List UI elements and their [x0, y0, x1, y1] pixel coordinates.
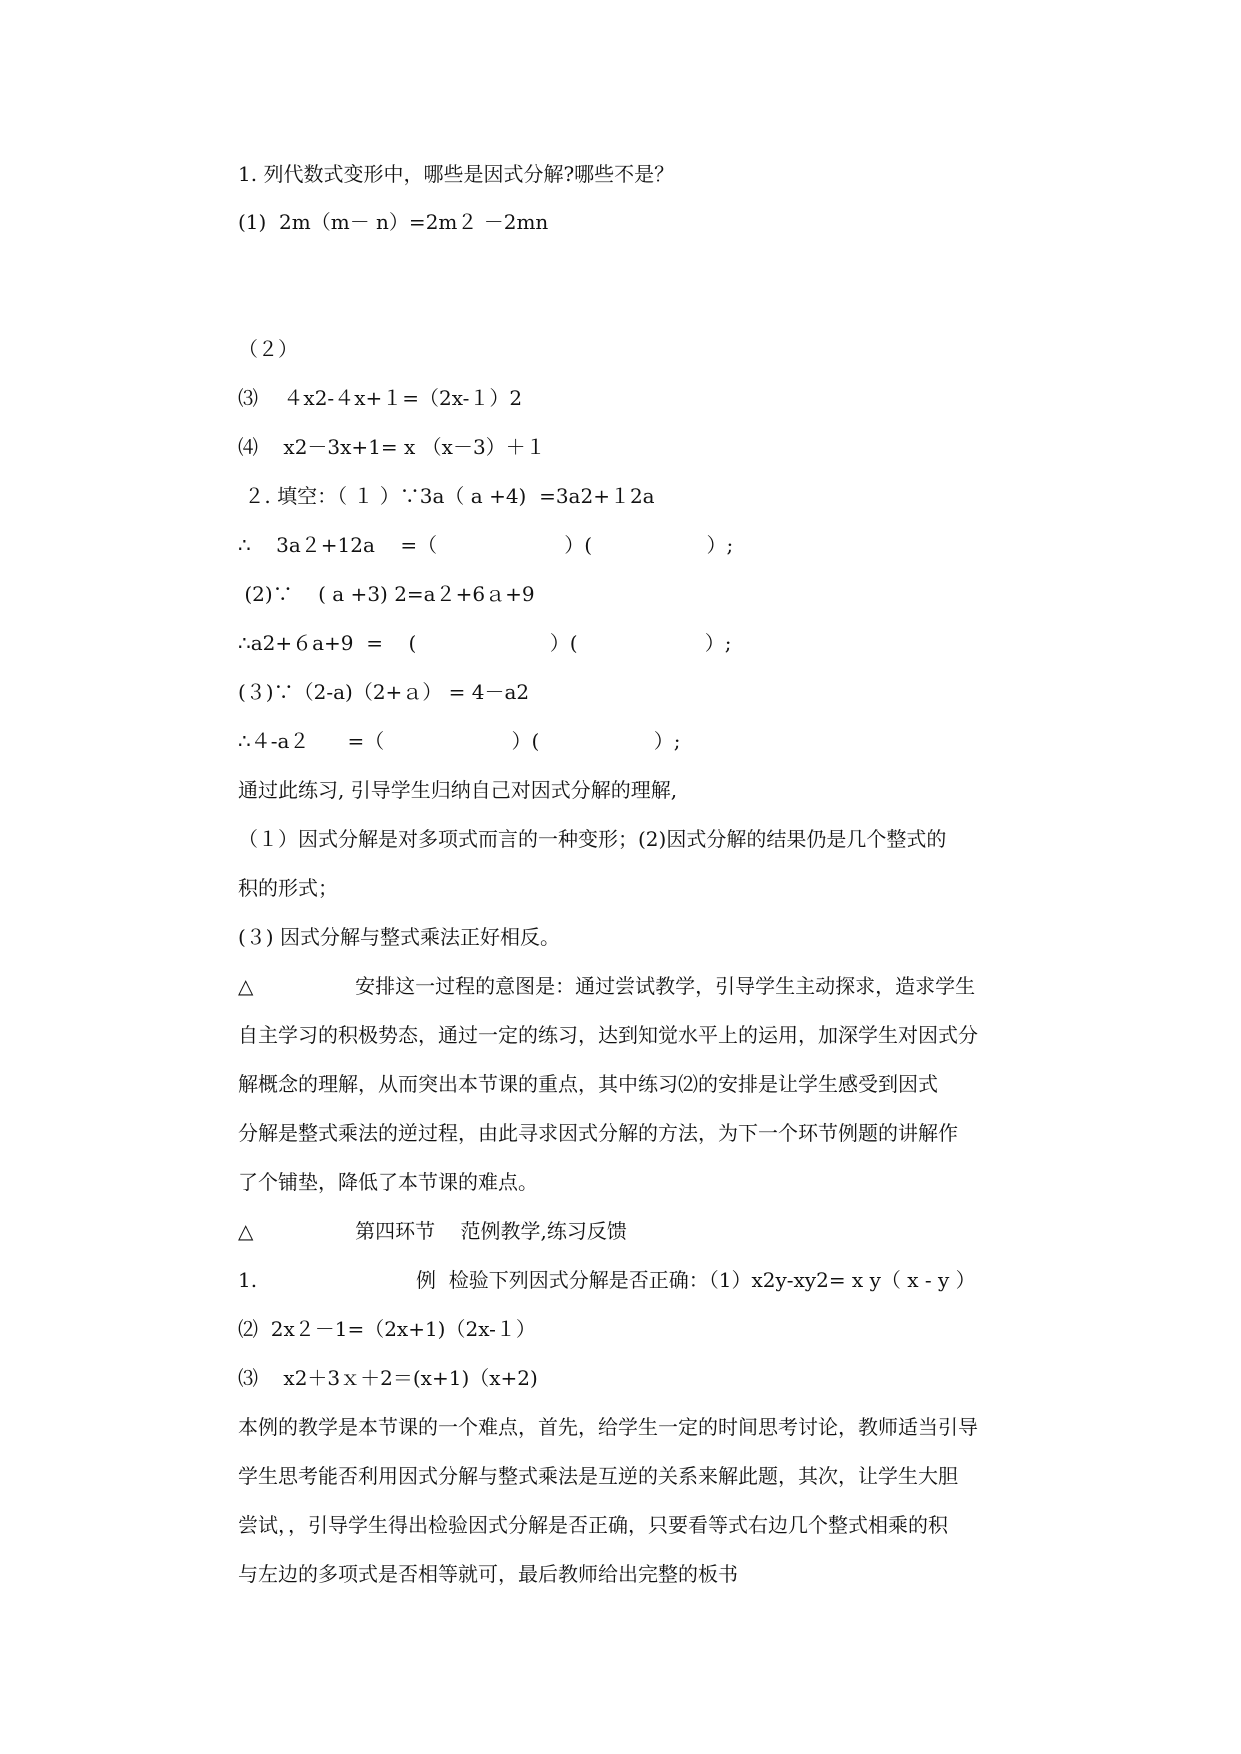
paragraph-line: (３) 因式分解与整式乘法正好相反。 — [238, 925, 560, 949]
paragraph-line: 了个铺垫，降低了本节课的难点。 — [238, 1170, 538, 1194]
example-heading: 1. 例 检验下列因式分解是否正确：（1）x2y-xy2= x y（ x - y ） — [238, 1268, 976, 1292]
paragraph-line: 解概念的理解，从而突出本节课的重点，其中练习⑵的安排是让学生感受到因式 — [238, 1072, 938, 1096]
paragraph-line: 与左边的多项式是否相等就可，最后教师给出完整的板书 — [238, 1562, 738, 1586]
question-1-item-2: （２） — [238, 337, 298, 361]
example-item-2: ⑵ 2x２－1=（2x+1)（2x-１） — [238, 1317, 536, 1341]
paragraph-line: △ 安排这一过程的意图是：通过尝试教学，引导学生主动探求，造求学生 — [238, 974, 976, 998]
question-1-heading: 1. 列代数式变形中，哪些是因式分解?哪些不是？ — [238, 162, 675, 186]
paragraph-line: 自主学习的积极势态，通过一定的练习，达到知觉水平上的运用，加深学生对因式分 — [238, 1023, 978, 1047]
paragraph-line: 本例的教学是本节课的一个难点，首先，给学生一定的时间思考讨论，教师适当引导 — [238, 1415, 978, 1439]
paragraph-line: 学生思考能否利用因式分解与整式乘法是互逆的关系来解此题，其次，让学生大胆 — [238, 1464, 958, 1488]
paragraph-line: （１）因式分解是对多项式而言的一种变形；(2)因式分解的结果仍是几个整式的 — [238, 827, 947, 851]
question-2-blank-1: ∴ 3a２+12a =（ ）( ）; — [238, 533, 734, 557]
paragraph-line: 分解是整式乘法的逆过程，由此寻求因式分解的方法，为下一个环节例题的讲解作 — [238, 1121, 958, 1145]
question-2-blank-2: ∴a2+６a+9 = ( ）( ）; — [238, 631, 732, 655]
question-2-item-3: (３)∵（2-a)（2+ａ） = 4－a2 — [238, 680, 530, 704]
paragraph-line: 尝试，，引导学生得出检验因式分解是否正确，只要看等式右边几个整式相乘的积 — [238, 1513, 948, 1537]
question-1-item-1: (1) 2m（m－ n）=2m２ －2mn — [238, 210, 549, 234]
example-item-3: ⑶ x2＋3ｘ＋2＝(x+1)（x+2) — [238, 1366, 538, 1390]
paragraph-line: 通过此练习, 引导学生归纳自己对因式分解的理解, — [238, 778, 678, 802]
question-2-heading: ２. 填空：（ １ ）∵3a（ a +4) =3a2+１2a — [238, 484, 655, 508]
paragraph-line: 积的形式； — [238, 876, 338, 900]
section-heading: △ 第四环节 范例教学,练习反馈 — [238, 1219, 627, 1243]
question-2-item-2: (2)∵ ( a +3) 2=a２+6ａ+9 — [238, 582, 535, 606]
question-1-item-3: ⑶ ４x2-４x+１=（2x-１）2 — [238, 386, 523, 410]
question-2-blank-3: ∴４-a２ =（ ）( ）; — [238, 729, 681, 753]
question-1-item-4: ⑷ x2－3x+1= x （x－3）＋１ — [238, 435, 546, 459]
